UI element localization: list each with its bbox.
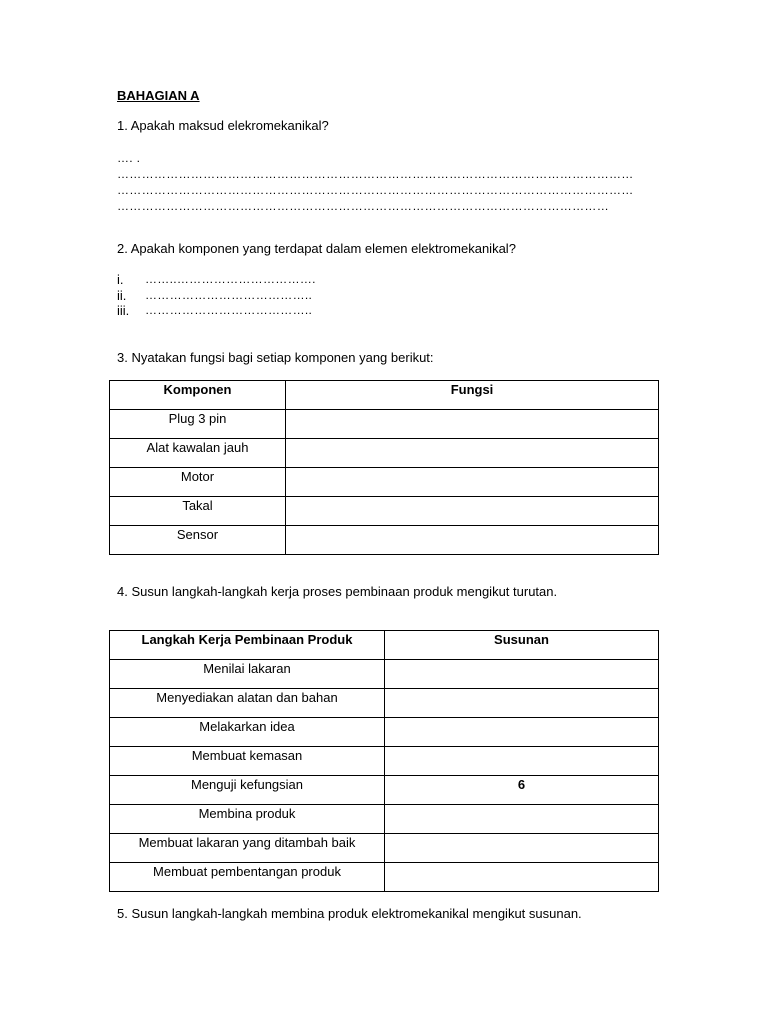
table-row [110,689,659,718]
item-answer-line: ………………………………….. [145,303,313,317]
item-number: ii. [117,288,127,303]
answer-line-2: ……………………………………………………………………………………………………………… [117,167,634,181]
question-1: 1. Apakah maksud elekromekanikal? [117,118,329,133]
cell-step: Melakarkan idea [110,718,385,747]
cell-function[interactable] [286,468,659,497]
work-steps-table [109,630,659,892]
cell-step: Membuat pembentangan produk [110,863,385,892]
cell-order[interactable] [385,863,659,892]
question-4: 4. Susun langkah-langkah kerja proses pembinaan produk mengikut turutan. [117,584,558,599]
table-row [110,718,659,747]
table-row [110,805,659,834]
cell-component: Takal [110,497,286,526]
question-3: 3. Nyatakan fungsi bagi setiap komponen yang berikut: [117,350,434,365]
cell-order[interactable] [385,834,659,863]
table-row [110,747,659,776]
item-number: i. [117,272,124,287]
cell-step: Membuat lakaran yang ditambah baik [110,834,385,863]
cell-function[interactable] [286,439,659,468]
header-susunan: Susunan [385,631,659,660]
cell-function[interactable] [286,410,659,439]
cell-function[interactable] [286,526,659,555]
answer-line-1: …. . [117,151,141,165]
cell-step: Membuat kemasan [110,747,385,776]
question-2: 2. Apakah komponen yang terdapat dalam elemen elektromekanikal? [117,241,516,256]
item-answer-line: ………………………………….. [145,288,313,302]
table-row [110,468,659,497]
header-langkah-kerja: Langkah Kerja Pembinaan Produk [110,631,385,660]
cell-step: Menguji kefungsian [110,776,385,805]
table-header-row [110,631,659,660]
table-row [110,497,659,526]
table-header-row [110,381,659,410]
cell-function[interactable] [286,497,659,526]
item-answer-line: ……..……………………………. [145,272,316,286]
header-fungsi: Fungsi [286,381,659,410]
table-row [110,526,659,555]
cell-step: Menyediakan alatan dan bahan [110,689,385,718]
cell-order[interactable] [385,689,659,718]
cell-step: Menilai lakaran [110,660,385,689]
cell-order[interactable] [385,718,659,747]
item-number: iii. [117,303,130,318]
table-row [110,660,659,689]
answer-line-3: ……………………………………………………………………………………………………………… [117,183,634,197]
cell-component: Motor [110,468,286,497]
cell-order[interactable] [385,747,659,776]
table-row [110,439,659,468]
component-function-table [109,380,659,555]
table-row [110,834,659,863]
cell-step: Membina produk [110,805,385,834]
section-heading: BAHAGIAN A [117,88,200,103]
cell-order[interactable] [385,660,659,689]
answer-line-4: ………………………………………………………………………………………………………… [117,199,609,213]
table-row [110,776,659,805]
cell-component: Alat kawalan jauh [110,439,286,468]
cell-component: Sensor [110,526,286,555]
cell-order[interactable] [385,805,659,834]
header-komponen: Komponen [110,381,286,410]
question-5: 5. Susun langkah-langkah membina produk elektromekanikal mengikut susunan. [117,906,582,921]
table-row [110,863,659,892]
cell-component: Plug 3 pin [110,410,286,439]
table-row [110,410,659,439]
cell-order[interactable]: 6 [385,776,659,805]
